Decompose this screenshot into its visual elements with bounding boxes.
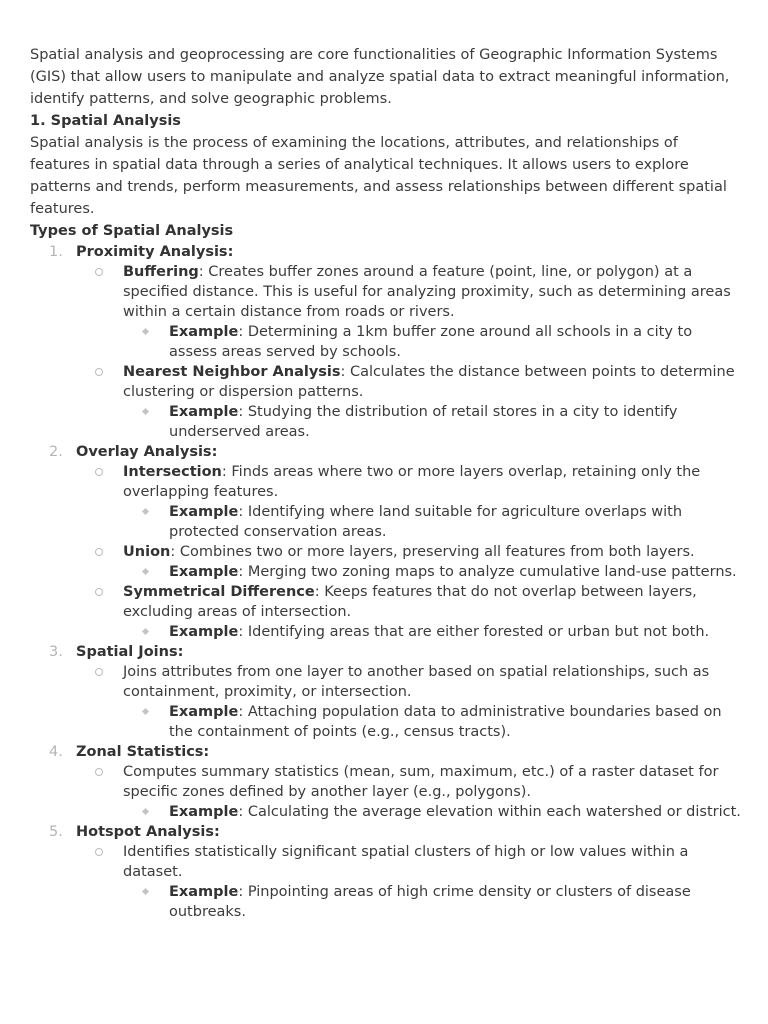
sub-item xyxy=(76,582,742,642)
sub-text: Identifies statistically significant spatial clusters of high or low values within a dataset. xyxy=(123,844,689,880)
diamond-bullet-icon xyxy=(142,708,149,715)
sub-item xyxy=(76,842,742,922)
example-item xyxy=(123,322,742,362)
item-title: Zonal Statistics xyxy=(76,744,204,760)
list-item: 5. Hotspot Analysis: Identifies statistically significant spatial clusters of high or low values within a dataset. Example: Pinpointing areas of high crime density or clusters of disease outbreaks. xyxy=(30,822,742,922)
analysis-types-list xyxy=(30,242,742,922)
sub-term: Union xyxy=(123,544,171,560)
sub-item xyxy=(76,662,742,742)
circle-bullet-icon xyxy=(95,668,103,676)
circle-bullet-icon xyxy=(95,368,103,376)
example-label: Example xyxy=(169,404,239,420)
example-text: : Studying the distribution of retail stores in a city to identify underserved areas. xyxy=(169,404,678,440)
circle-bullet-icon xyxy=(95,768,103,776)
list-number: 1. xyxy=(49,244,63,260)
diamond-bullet-icon xyxy=(142,328,149,335)
sub-term: Intersection xyxy=(123,464,222,480)
circle-bullet-icon xyxy=(95,848,103,856)
sub-term: Buffering xyxy=(123,264,199,280)
example-item xyxy=(123,802,742,822)
sub-item xyxy=(76,262,742,362)
sub-text: Computes summary statistics (mean, sum, maximum, etc.) of a raster dataset for specific zones defined by another layer (e.g., polygons). xyxy=(123,764,719,800)
example-text: : Attaching population data to administrative boundaries based on the containment of points (e.g., census tracts). xyxy=(169,704,722,740)
example-label: Example xyxy=(169,804,239,820)
list-item: 1. Proximity Analysis: Buffering: Creates buffer zones around a feature (point, line, or polygon) at a specified distance. This is useful for analyzing proximity, such as determining areas within a certain distance from roads or rivers. Example: Determining a 1km buffer zone around all schools in a city to assess areas served by schools. Nearest Neighbor Analysis: Calculates the distance between points to determine clustering or dispersion patterns. Example: Studying the distribution of retail stores in a city to identify underserved areas. xyxy=(30,242,742,442)
section-body: Spatial analysis is the process of examining the locations, attributes, and relationships of features in spatial data through a series of analytical techniques. It allows users to explore patterns and trends, perform measurements, and assess relationships between different spatial features. xyxy=(30,135,727,217)
sub-term: Symmetrical Difference xyxy=(123,584,315,600)
intro-paragraph: Spatial analysis and geoprocessing are core functionalities of Geographic Information Systems (GIS) that allow users to manipulate and analyze spatial data to extract meaningful information, identify patterns, and solve geographic problems. xyxy=(30,47,730,107)
sub-item xyxy=(76,362,742,442)
circle-bullet-icon xyxy=(95,588,103,596)
list-item: 2. Overlay Analysis: Intersection: Finds areas where two or more layers overlap, retaining only the overlapping features. Example: Identifying where land suitable for agriculture overlaps with protected conservation areas. Union: Combines two or more layers, preserving all features from both layers. Example: Merging two zoning maps to analyze cumulative land-use patterns. Symmetrical Difference: Keeps features that do not overlap between layers, excluding areas of intersection. Example: Identifying areas that are either forested or urban but not both. xyxy=(30,442,742,642)
subsection-heading: Types of Spatial Analysis xyxy=(30,223,234,239)
example-text: : Identifying areas that are either forested or urban but not both. xyxy=(238,624,710,640)
diamond-bullet-icon xyxy=(142,508,149,515)
circle-bullet-icon xyxy=(95,548,103,556)
section-heading: 1. Spatial Analysis xyxy=(30,113,181,129)
example-label: Example xyxy=(169,324,239,340)
sub-text: : Finds areas where two or more layers overlap, retaining only the overlapping features. xyxy=(123,464,701,500)
example-item xyxy=(123,562,742,582)
example-label: Example xyxy=(169,504,239,520)
item-title: Spatial Joins xyxy=(76,644,178,660)
example-label: Example xyxy=(169,884,239,900)
diamond-bullet-icon xyxy=(142,568,149,575)
example-text: : Identifying where land suitable for agriculture overlaps with protected conservation areas. xyxy=(169,504,683,540)
diamond-bullet-icon xyxy=(142,808,149,815)
sub-text: : Keeps features that do not overlap between layers, excluding areas of intersection. xyxy=(123,584,697,620)
sub-text: Joins attributes from one layer to another based on spatial relationships, such as containment, proximity, or intersection. xyxy=(123,664,710,700)
sub-item xyxy=(76,762,742,822)
sub-term: Nearest Neighbor Analysis xyxy=(123,364,341,380)
example-label: Example xyxy=(169,624,239,640)
sub-text: : Calculates the distance between points to determine clustering or dispersion patterns. xyxy=(123,364,735,400)
item-title: Overlay Analysis xyxy=(76,444,212,460)
example-item xyxy=(123,502,742,542)
list-number: 3. xyxy=(49,644,63,660)
circle-bullet-icon xyxy=(95,468,103,476)
example-text: : Merging two zoning maps to analyze cumulative land-use patterns. xyxy=(238,564,737,580)
sub-item xyxy=(76,542,742,582)
example-label: Example xyxy=(169,564,239,580)
list-number: 2. xyxy=(49,444,63,460)
example-label: Example xyxy=(169,704,239,720)
item-title: Hotspot Analysis xyxy=(76,824,214,840)
sub-item xyxy=(76,462,742,542)
sub-text: : Combines two or more layers, preserving all features from both layers. xyxy=(170,544,695,560)
list-number: 4. xyxy=(49,744,63,760)
example-item xyxy=(123,702,742,742)
sub-text: : Creates buffer zones around a feature (point, line, or polygon) at a specified distance. This is useful for analyzing proximity, such as determining areas within a certain distance from roads or rivers. xyxy=(123,264,731,320)
example-item xyxy=(123,882,742,922)
circle-bullet-icon xyxy=(95,268,103,276)
item-title: Proximity Analysis xyxy=(76,244,228,260)
diamond-bullet-icon xyxy=(142,628,149,635)
list-number: 5. xyxy=(49,824,63,840)
diamond-bullet-icon xyxy=(142,888,149,895)
example-text: : Calculating the average elevation within each watershed or district. xyxy=(238,804,741,820)
list-item: 4. Zonal Statistics: Computes summary statistics (mean, sum, maximum, etc.) of a raster dataset for specific zones defined by another layer (e.g., polygons). Example: Calculating the average elevation within each watershed or district. xyxy=(49,744,741,820)
example-item xyxy=(123,622,742,642)
document xyxy=(30,44,742,922)
example-item xyxy=(123,402,742,442)
diamond-bullet-icon xyxy=(142,408,149,415)
example-text: : Pinpointing areas of high crime density or clusters of disease outbreaks. xyxy=(169,884,691,920)
example-text: : Determining a 1km buffer zone around all schools in a city to assess areas served by schools. xyxy=(169,324,693,360)
list-item: 3. Spatial Joins: Joins attributes from one layer to another based on spatial relationships, such as containment, proximity, or intersection. Example: Attaching population data to administrative boundaries based on the containment of points (e.g., census tracts). xyxy=(30,642,742,742)
